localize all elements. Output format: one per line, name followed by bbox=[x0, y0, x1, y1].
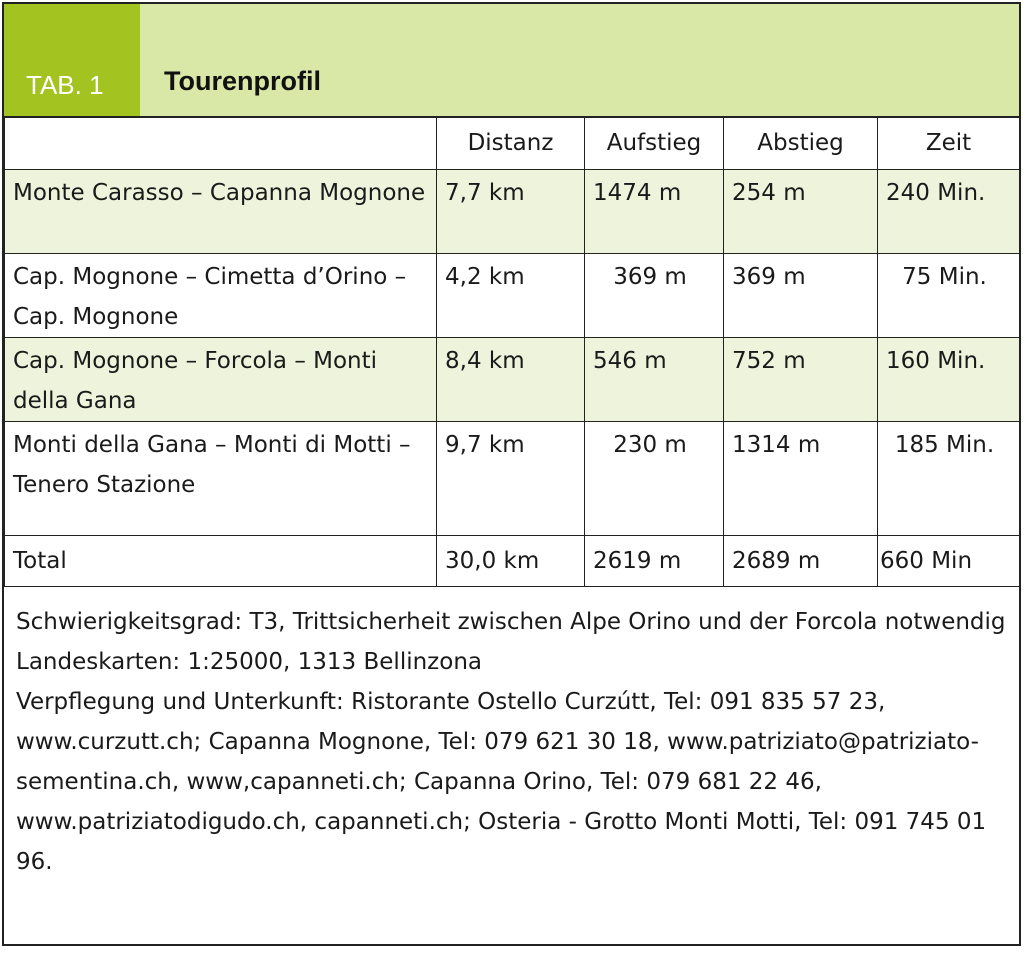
route-cell: Monti della Gana – Monti di Motti – Tenero Stazione bbox=[5, 422, 437, 536]
time-cell: 185 Min. bbox=[878, 422, 1020, 536]
column-header-distance: Distanz bbox=[437, 117, 585, 170]
ascent-cell: 230 m bbox=[585, 422, 724, 536]
total-ascent: 2619 m bbox=[585, 536, 724, 587]
difficulty-note: Schwierigkeitsgrad: T3, Trittsicherheit zwischen Alpe Orino und der Forcola notwendig bbox=[16, 609, 1006, 635]
table-number-tab bbox=[4, 4, 140, 116]
accommodation-note: Verpflegung und Unterkunft: Ristorante Ostello Curzútt, Tel: 091 835 57 23, www.curzutt.ch; Capanna Mognone, Tel: 079 621 30 18, www.patriziato@patriziato-sementina.ch, www,capanneti.ch; Capanna Orino, Tel: 079 681 22 46, www.patriziatodigudo.ch, capanneti.ch; Osteria - Grotto Monti Motti, Tel: 091 745 01 96. bbox=[16, 689, 987, 875]
table-row bbox=[5, 422, 1020, 536]
time-cell: 240 Min. bbox=[878, 170, 1020, 254]
descent-cell: 752 m bbox=[724, 338, 878, 422]
route-cell: Cap. Mognone – Forcola – Monti della Gana bbox=[5, 338, 437, 422]
total-time: 660 Min bbox=[878, 536, 1020, 587]
column-header-row bbox=[5, 117, 1020, 170]
column-header-route bbox=[5, 117, 437, 170]
table-title: Tourenprofil bbox=[164, 66, 321, 96]
table-row bbox=[5, 170, 1020, 254]
table-row bbox=[5, 254, 1020, 338]
total-distance: 30,0 km bbox=[437, 536, 585, 587]
descent-cell: 369 m bbox=[724, 254, 878, 338]
ascent-cell: 546 m bbox=[585, 338, 724, 422]
maps-note: Landeskarten: 1:25000, 1313 Bellinzona bbox=[16, 649, 482, 675]
tour-notes bbox=[16, 602, 1006, 882]
ascent-cell: 369 m bbox=[585, 254, 724, 338]
tour-profile-table bbox=[4, 116, 1020, 587]
distance-cell: 9,7 km bbox=[437, 422, 585, 536]
time-cell: 160 Min. bbox=[878, 338, 1020, 422]
total-row bbox=[5, 536, 1020, 587]
distance-cell: 7,7 km bbox=[437, 170, 585, 254]
total-label: Total bbox=[5, 536, 437, 587]
table-row bbox=[5, 338, 1020, 422]
descent-cell: 254 m bbox=[724, 170, 878, 254]
tour-profile-box bbox=[2, 2, 1021, 946]
column-header-ascent: Aufstieg bbox=[585, 117, 724, 170]
table-number-label: TAB. 1 bbox=[26, 70, 104, 100]
distance-cell: 4,2 km bbox=[437, 254, 585, 338]
total-descent: 2689 m bbox=[724, 536, 878, 587]
route-cell: Monte Carasso – Capanna Mognone bbox=[5, 170, 437, 254]
distance-cell: 8,4 km bbox=[437, 338, 585, 422]
column-header-time: Zeit bbox=[878, 117, 1020, 170]
column-header-descent: Abstieg bbox=[724, 117, 878, 170]
descent-cell: 1314 m bbox=[724, 422, 878, 536]
table-header-bar bbox=[4, 4, 1019, 118]
route-cell: Cap. Mognone – Cimetta d’Orino – Cap. Mognone bbox=[5, 254, 437, 338]
ascent-cell: 1474 m bbox=[585, 170, 724, 254]
time-cell: 75 Min. bbox=[878, 254, 1020, 338]
